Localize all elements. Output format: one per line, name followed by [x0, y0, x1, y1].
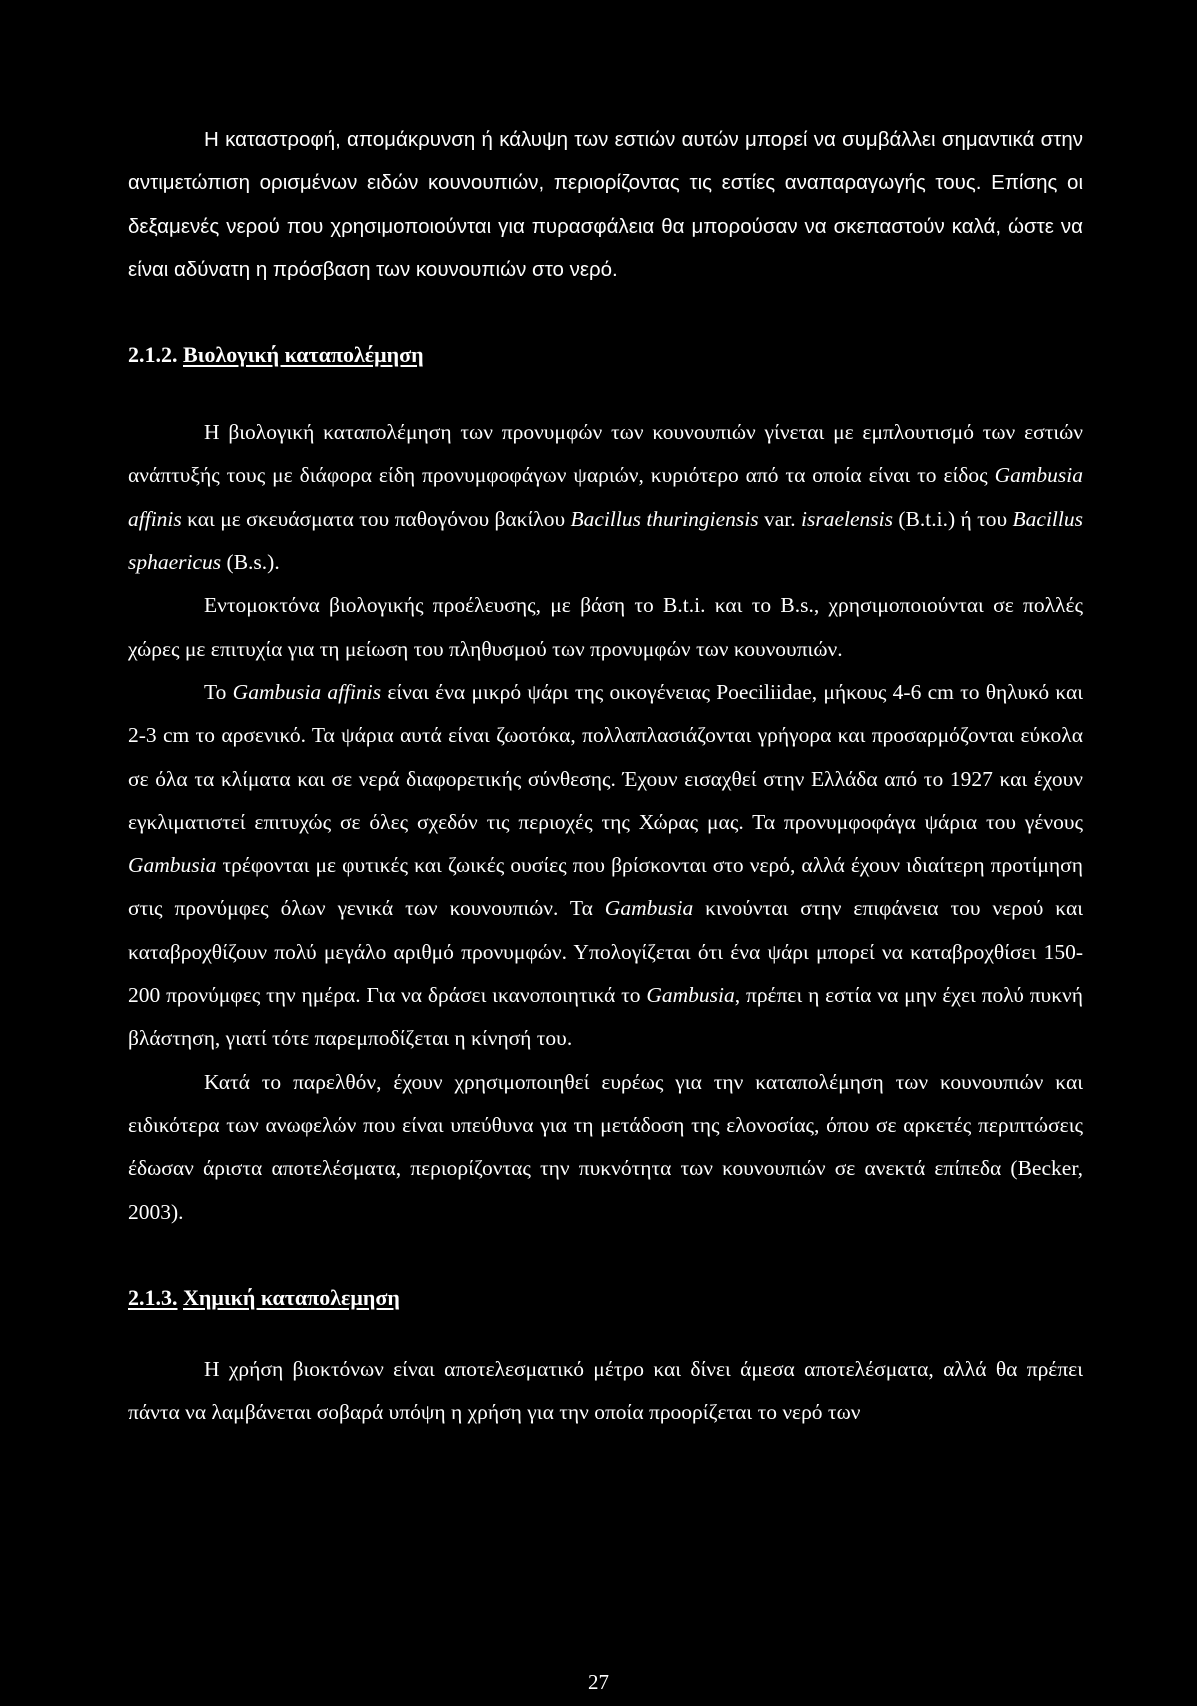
page-number: 27	[588, 1670, 609, 1694]
text-span: και με σκευάσματα του παθογόνου βακίλου	[181, 506, 571, 531]
text-span: τρέφονται με φυτικές και ζωικές ουσίες που βρίσκονται στο νερό, αλλά έχουν ιδιαίτερη προτίμηση στις προνύμφες όλων γενικά των κουνουπιών. Τα	[128, 853, 1083, 921]
text-span: Η βιολογική καταπολέμηση των προνυμφών των κουνουπιών γίνεται με εμπλουτισμό των εστιών ανάπτυξής τους με διάφορα είδη προνυμφοφάγων ψαριών, κυριότερο από τα οποία είναι το είδος	[128, 420, 1083, 488]
section-number: 2.1.2.	[128, 342, 178, 368]
species-name: Gambusia	[646, 983, 735, 1008]
paragraph-biocides: Η χρήση βιοκτόνων είναι αποτελεσματικό μέτρο και δίνει άμεσα αποτελέσματα, αλλά θα πρέπει πάντα να λαμβάνεται σοβαρά υπόψη η χρήση για την οποία προορίζεται το νερό των	[128, 1356, 1083, 1425]
text-span: κινούνται στην επιφάνεια του νερού και καταβροχθίζουν πολύ μεγάλο αριθμό προνυμφών. Υπολογίζεται ότι ένα ψάρι μπορεί να καταβροχθίσει 150-200 προνύμφες την ημέρα. Για να δράσει ικανοποιητικά το	[128, 896, 1083, 1008]
paragraph-past-use: Κατά το παρελθόν, έχουν χρησιμοποιηθεί ευρέως για την καταπολέμηση των κουνουπιών και ειδικότερα των ανωφελών που είναι υπεύθυνα για τη μετάδοση της ελονοσίας, όπου σε αρκετές περιπτώσεις έδωσαν άριστα αποτελέσματα, περιορίζοντας την πυκνότητα των κουνουπιών σε ανεκτά επίπεδα (Becker, 2003).	[128, 1069, 1083, 1224]
document-page	[128, 118, 1083, 1434]
species-name: Gambusia	[128, 853, 217, 878]
paragraph-biological-control-intro	[128, 411, 1083, 584]
species-name: israelensis	[801, 506, 894, 531]
section-heading-biological-control	[128, 341, 1083, 369]
text-span: , πρέπει η εστία να μην έχει πολύ πυκνή βλάστηση, γιατί τότε παρεμποδίζεται η κίνησή του.	[128, 983, 1083, 1051]
text-span: Το	[204, 679, 233, 704]
section-heading-chemical-control	[128, 1284, 1083, 1312]
paragraph-gambusia	[128, 671, 1083, 1061]
section-number: 2.1.3.	[128, 1284, 178, 1310]
paragraph-breeding-sites: Η καταστροφή, απομάκρυνση ή κάλυψη των εστιών αυτών μπορεί να συμβάλλει σημαντικά στην αντιμετώπιση ορισμένων ειδών κουνουπιών, περιορίζοντας τις εστίες αναπαραγωγής τους. Επίσης οι δεξαμενές νερού που χρησιμοποιούνται για πυρασφάλεια θα μπορούσαν να σκεπαστούν καλά, ώστε να είναι αδύνατη η πρόσβαση των κουνουπιών στο νερό.	[128, 128, 1083, 281]
species-name: Bacillus thuringiensis	[570, 506, 759, 531]
paragraph-insecticides: Εντομοκτόνα βιολογικής προέλευσης, με βάση το B.t.i. και το B.s., χρησιμοποιούνται σε πολλές χώρες με επιτυχία για τη μείωση του πληθυσμού των προνυμφών των κουνουπιών.	[128, 593, 1083, 661]
section-title: Χημική καταπολεμηση	[183, 1284, 400, 1310]
text-span: (B.s.).	[221, 550, 280, 575]
text-span: (B.t.i.) ή του	[893, 506, 1013, 531]
section-title: Βιολογική καταπολέμηση	[183, 342, 424, 368]
species-name: Gambusia affinis	[232, 679, 382, 704]
species-name: Bacillus sphaericus	[128, 506, 1083, 575]
text-span: var.	[758, 506, 802, 531]
text-span: είναι ένα μικρό ψάρι της οικογένειας Poeciliidae, μήκους 4-6 cm το θηλυκό και 2-3 cm το αρσενικό. Τα ψάρια αυτά είναι ζωοτόκα, πολλαπλασιάζονται γρήγορα και προσαρμόζονται εύκολα σε όλα τα κλίματα και σε νερά διαφορετικής σύνθεσης. Έχουν εισαχθεί στην Ελλάδα από το 1927 και έχουν εγκλιματιστεί επιτυχώς σε όλες σχεδόν τις περιοχές της Χώρας μας. Τα προνυμφοφάγα ψάρια του γένους	[128, 679, 1084, 834]
species-name: Gambusia affinis	[128, 463, 1083, 531]
species-name: Gambusia	[604, 896, 694, 921]
